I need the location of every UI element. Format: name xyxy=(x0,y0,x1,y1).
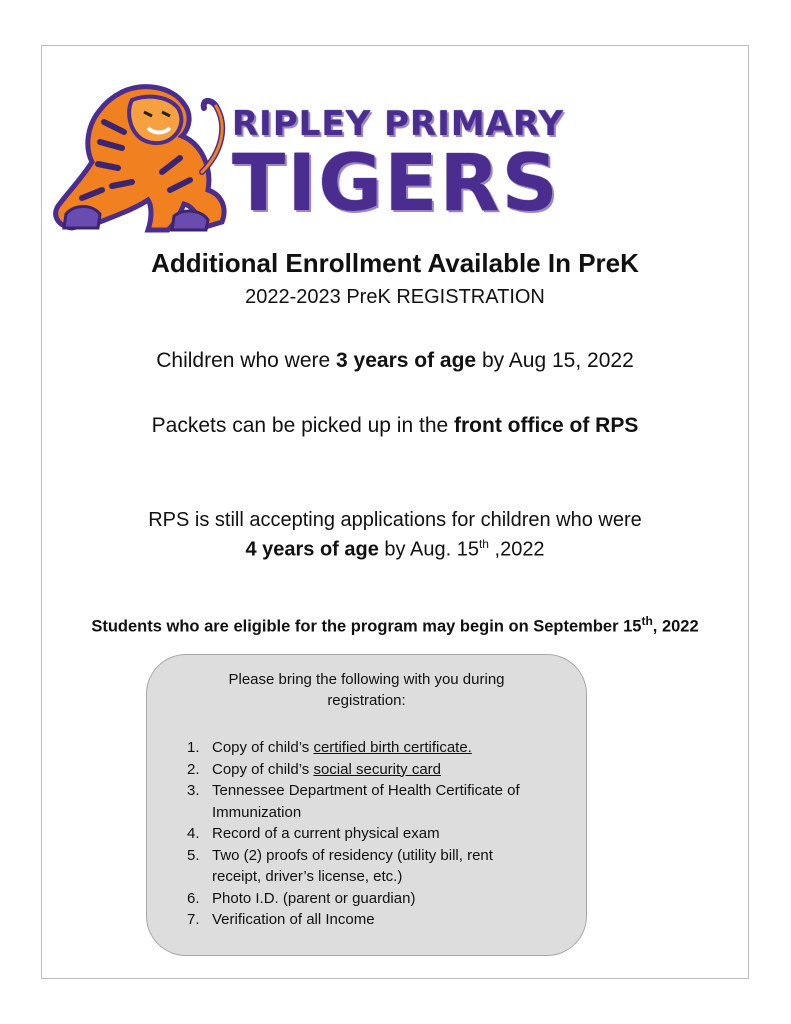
requirements-intro-line2: registration: xyxy=(327,692,406,709)
list-item: 6. Photo I.D. (parent or guardian) xyxy=(187,889,416,907)
list-item: 7. Verification of all Income xyxy=(187,911,375,928)
program-start-date: Students who are eligible for the program may begin on September 15th, 2022 xyxy=(91,614,699,636)
list-item: 5. Two (2) proofs of residency (utility bill, rent receipt, driver’s license, etc.) xyxy=(187,846,493,885)
requirements-box xyxy=(146,654,587,956)
logo-school-name: RIPLEY PRIMARY xyxy=(232,104,564,144)
rps-applications-line1: RPS is still accepting applications for children who were xyxy=(148,509,642,531)
list-item: 4. Record of a current physical exam xyxy=(187,825,440,842)
requirements-intro xyxy=(147,669,586,711)
logo-mascot-name: TIGERS xyxy=(232,139,560,229)
list-item: 2. Copy of child’s social security card xyxy=(187,760,441,778)
list-item: 1. Copy of child’s certified birth certificate. xyxy=(187,739,472,756)
list-item: 3. Tennessee Department of Health Certificate of Immunization xyxy=(187,782,520,821)
requirements-intro-line1: Please bring the following with you during xyxy=(228,671,505,688)
tiger-mascot-icon xyxy=(56,87,224,230)
packet-pickup: Packets can be picked up in the front office of RPS xyxy=(151,414,639,437)
requirements-list xyxy=(187,737,567,931)
rps-applications-line2: 4 years of age by Aug. 15th ,2022 xyxy=(245,537,545,561)
page-subtitle: 2022-2023 PreK REGISTRATION xyxy=(245,286,545,308)
page-title: Additional Enrollment Available In PreK xyxy=(151,248,639,278)
age-3-eligibility: Children who were 3 years of age by Aug 15, 2022 xyxy=(156,349,634,372)
